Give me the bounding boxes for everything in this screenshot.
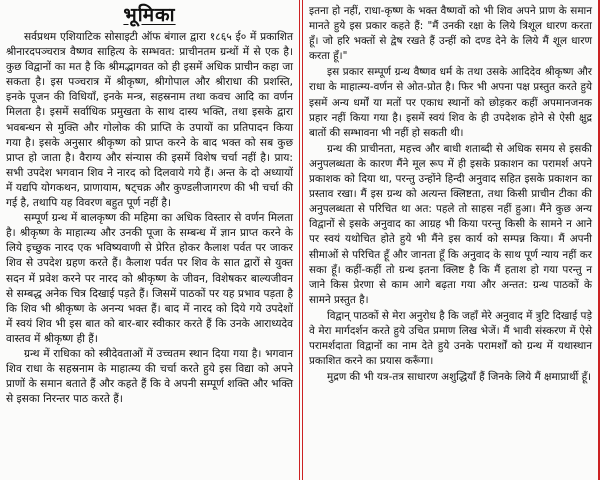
paragraph: सर्वप्रथम एशियाटिक सोसाइटी ऑफ बंगाल द्वारा १८६५ ई० में प्रकाशित श्रीनारदपञ्चरात्र वैष्णव साहित्य के सम्भवत: प्राचीनतम ग्रन्थों में से एक है। कुछ विद्वानों का मत है कि श्रीमद्भागवत को ही इसमें अधिक प्राचीन कहा जा सकता है। इस पञ्चरात्र में श्रीकृष्ण, श्रीगोपाल और श्रीराधा की प्रशस्ति, इनके पूजन की विधियाँ, इनके मन्त्र, सहस्रनाम तथा कवच आदि का वर्णन मिलता है। इसमें सर्वाधिक प्रमुखता के साथ दास्य भक्ति, तथा इसके द्वारा भवबन्धन से मुक्ति और गोलोक की प्राप्ति के उपायों का प्रतिपादन किया गया है। इसके अनुसार श्रीकृष्ण को प्राप्त करने के बाद भक्त को सब कुछ प्राप्त हो जाता है। वैराग्य और संन्यास की इसमें विशेष चर्चा नहीं है। प्राय: सभी उपदेश भगवान शिव ने नारद को दिलवाये गये हैं। अन्त के दो अध्यायों में यद्यपि योगकथन, प्राणायाम, षट्चक्र और कुण्डलीजागरण की भी चर्चा की गई है, तथापि यह विवरण बहुत पूर्ण नहीं है। [6, 31, 293, 210]
paragraph: इतना हो नहीं, राधा-कृष्ण के भक्त वैष्णवों को भी शिव अपने प्राण के समान मानते हुये इस प्रकार कहते हैं: "मैं उनकी रक्षा के लिये त्रिशूल धारण करता हूँ। जो हरि भक्तों से द्वेष रखते हैं उन्हीं को दण्ड देने के लिये मैं शूल धारण करता हूँ।" [309, 5, 592, 63]
page-title [6, 4, 293, 26]
paragraph: सम्पूर्ण ग्रन्थ में बालकृष्ण की महिमा का अधिक विस्तार से वर्णन मिलता है। श्रीकृष्ण के माहात्म्य और उनकी पूजा के सम्बन्ध में ज्ञान प्राप्त करने के लिये इच्छुक नारद एक भविष्यवाणी से प्रेरित होकर कैलाश पर्वत पर जाकर शिव से उपदेश ग्रहण करते हैं। कैलाश पर्वत पर शिव के सात द्वारों से युक्त सदन में प्रवेश करने पर नारद को श्रीकृष्ण के जीवन, विशेषकर बाल्यजीवन से सम्बद्ध अनेक चित्र दिखाई पड़ते हैं। जिसमें पाठकों पर यह प्रभाव पड़ता है कि शिव भी श्रीकृष्ण के अनन्य भक्त हैं। बाद में नारद को दिये गये उपदेशों में स्वयं शिव भी इस बात को बार-बार स्वीकार करते हैं कि उनके आराध्यदेव वास्तव में श्रीकृष्ण ही हैं। [6, 212, 293, 345]
paragraph: विद्वान् पाठकों से मेरा अनुरोध है कि जहाँ मेरे अनुवाद में त्रुटि दिखाई पड़े वे मेरा मार्गदर्शन करते हुये उचित प्रमाण लिख भेजें। मैं भावी संस्करण में ऐसे परामर्शदाता विद्वानों का नाम देते हुये उनके परामर्शों को ग्रन्थ में यथास्थान प्रकाशित करने का प्रयास करूँगा। [309, 309, 592, 368]
title-text: भूमिका [123, 4, 176, 26]
paragraph: ग्रन्थ में राधिका को स्त्रीदेवताओं में उच्चतम स्थान दिया गया है। भगवान शिव राधा के सहस्रनाम के माहात्म्य की चर्चा करते हुये इस विद्या को अपने प्राणों के समान बताते हैं और कहते हैं कि वे अपनी सम्पूर्ण शक्ति और भक्ति से इसका निरन्तर पाठ करते हैं। [6, 347, 293, 406]
paragraph: मुद्रण की भी यत्र-तत्र साधारण अशुद्धियाँ हैं जिनके लिये मैं क्षमाप्रार्थी हूँ। [327, 371, 592, 384]
right-column [302, 0, 600, 480]
paragraph: ग्रन्थ की प्राचीनता, महत्त्व और बाधी शताब्दी से अधिक समय से इसकी अनुपलब्धता के कारण मैंने मूल रूप में ही इसके प्रकाशन का परामर्श अपने प्रकाशक को दिया था, परन्तु उन्होंने हिन्दी अनुवाद सहित इसके प्रकाशन का प्रस्ताव रखा। मैं इस ग्रन्थ को अत्यन्त क्लिष्टता, तथा किसी प्राचीन टीका की अनुपलब्धता से परिचित था अत: पहले तो साहस नहीं हुआ। मैंने कुछ अन्य विद्वानों से इसके अनुवाद का आग्रह भी किया परन्तु किसी के सामने न आने पर स्वयं यथोचित होते हुये भी मैंने इस कार्य को सम्पन्न किया। मैं अपनी सीमाओं से परिचित हूँ और जानता हूँ कि अनुवाद के साथ पूर्ण न्याय नहीं कर सका हूँ। कहीं-कहीं तो ग्रन्थ इतना क्लिष्ट है कि मैं हताश हो गया परन्तु न जाने किस प्रेरणा से काम आगे बढ़ता गया और अन्तत: ग्रन्थ पाठकों के सामने प्रस्तुत है। [309, 142, 592, 306]
paragraph: इस प्रकार सम्पूर्ण ग्रन्थ वैष्णव धर्म के तथा उसके आदिदेव श्रीकृष्ण और राधा के माहात्म्य-वर्णन से ओत-प्रोत है। फिर भी अपना पक्ष प्रस्तुत करते हुये इसमें अन्य धर्मों या मतों पर एकाध स्थानों को छोड़कर कहीं अपमानजनक प्रहार नहीं किया गया है। इसमें स्वयं शिव के ही उपदेशक होने से ऐसी क्षुद्र बातों की सम्भावना भी नहीं हो सकती थी। [309, 66, 592, 139]
